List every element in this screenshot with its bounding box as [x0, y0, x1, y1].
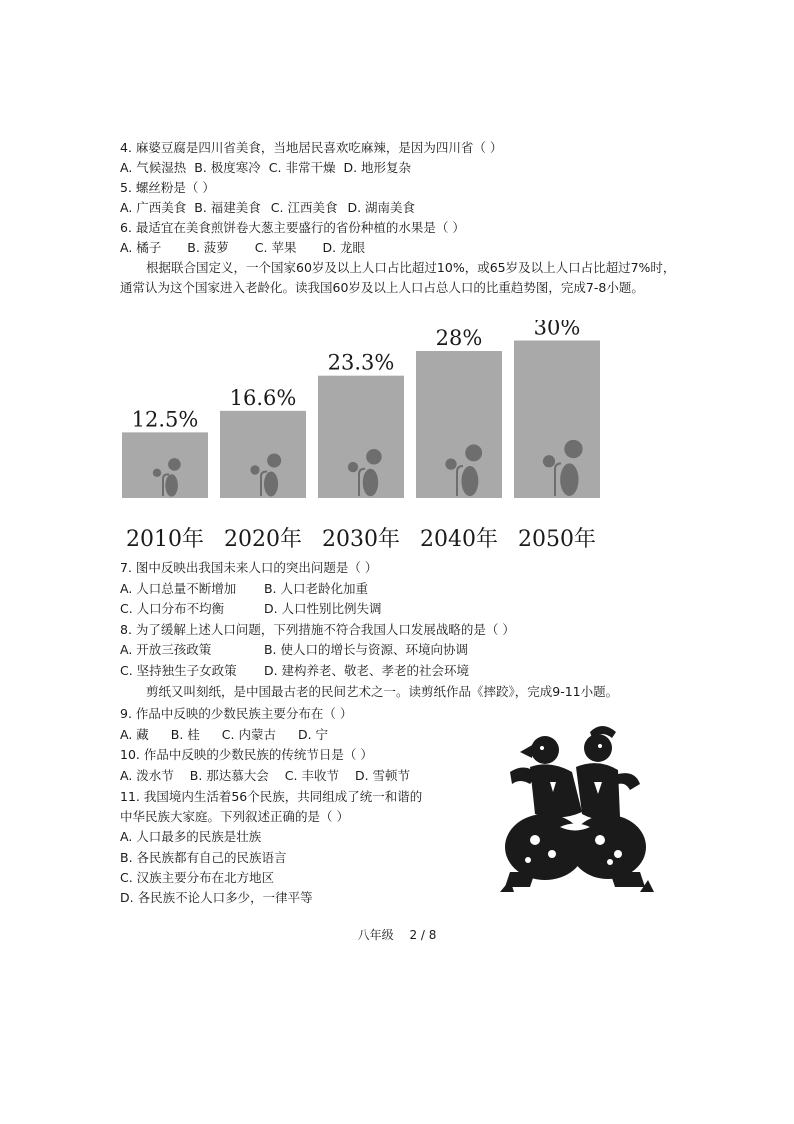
- option-10a[interactable]: A. 泼水节: [120, 768, 174, 783]
- bar-2020年: [220, 411, 306, 498]
- option-5c[interactable]: C. 江西美食: [270, 200, 338, 215]
- intro-7-8-text: 根据联合国定义，一个国家60岁及以上人口占比超过10%，或65岁及以上人口占比超过7%时，通常认为这个国家进入老龄化。读我国60岁及以上人口占总人口的比重趋势图，完成7-8小题。: [120, 260, 676, 295]
- footer-page-number: 2 / 8: [409, 928, 437, 942]
- option-10d[interactable]: D. 雪顿节: [354, 768, 411, 783]
- question-8-options-row1: [120, 642, 468, 658]
- option-10b[interactable]: B. 那达慕大会: [189, 768, 269, 783]
- option-9c[interactable]: C. 内蒙古: [221, 727, 276, 742]
- question-4-stem: 4. 麻婆豆腐是四川省美食，当地居民喜欢吃麻辣，是因为四川省（ ）: [120, 140, 503, 155]
- intro-9-11: 剪纸又叫刻纸，是中国最古老的民间艺术之一。读剪纸作品《摔跤》，完成9-11小题。: [146, 684, 619, 699]
- option-7b[interactable]: B. 人口老龄化加重: [263, 581, 369, 596]
- option-10c[interactable]: C. 丰收节: [284, 768, 339, 783]
- question-7-options-row1: [120, 581, 368, 597]
- option-5d[interactable]: D. 湖南美食: [347, 200, 416, 215]
- bar-value-label: 23.3%: [327, 350, 395, 375]
- option-4b[interactable]: B. 极度寒冷: [194, 160, 261, 175]
- intro-7-8: [120, 258, 680, 298]
- bar-value-label: 28%: [435, 326, 483, 350]
- option-11a[interactable]: A. 人口最多的民族是壮族: [120, 829, 262, 844]
- question-10-options: [120, 768, 410, 784]
- option-7c[interactable]: C. 人口分布不均衡: [120, 601, 225, 616]
- option-4d[interactable]: D. 地形复杂: [343, 160, 412, 175]
- aging-trend-chart: [110, 320, 610, 552]
- question-10-stem: 10. 作品中反映的少数民族的传统节日是（ ）: [120, 747, 373, 762]
- option-5b[interactable]: B. 福建美食: [194, 200, 261, 215]
- page-footer: [0, 926, 794, 943]
- option-11c[interactable]: C. 汉族主要分布在北方地区: [120, 870, 275, 885]
- question-8-options-row2: [120, 663, 469, 679]
- question-4-options: [120, 160, 411, 176]
- option-11d[interactable]: D. 各民族不论人口多少，一律平等: [120, 890, 313, 905]
- question-11-stem-line2: 中华民族大家庭。下列叙述正确的是（ ）: [120, 809, 349, 824]
- bar-2050年: [514, 341, 600, 499]
- bar-value-label: 30%: [533, 320, 581, 340]
- option-11b[interactable]: B. 各民族都有自己的民族语言: [120, 850, 287, 865]
- option-8a[interactable]: A. 开放三孩政策: [120, 642, 212, 657]
- option-5a[interactable]: A. 广西美食: [120, 200, 187, 215]
- option-9a[interactable]: A. 藏: [120, 727, 149, 742]
- option-8d[interactable]: D. 建构养老、敬老、孝老的社会环境: [263, 663, 470, 678]
- option-9b[interactable]: B. 桂: [170, 727, 200, 742]
- option-9d[interactable]: D. 宁: [297, 727, 329, 742]
- question-9-options: [120, 727, 328, 743]
- question-8-stem: 8. 为了缓解上述人口问题，下列措施不符合我国人口发展战略的是（ ）: [120, 622, 515, 637]
- category-label: 2040年: [420, 527, 498, 552]
- option-4c[interactable]: C. 非常干燥: [268, 160, 336, 175]
- question-6-options: [120, 240, 365, 256]
- option-7a[interactable]: A. 人口总量不断增加: [120, 581, 237, 596]
- bar-value-label: 12.5%: [131, 407, 199, 432]
- wrestling-papercut-icon: [490, 722, 660, 897]
- question-6-stem: 6. 最适宜在美食煎饼卷大葱主要盛行的省份种植的水果是（ ）: [120, 220, 465, 235]
- bar-value-label: 16.6%: [229, 385, 297, 410]
- option-4a[interactable]: A. 气候湿热: [120, 160, 187, 175]
- category-label: 2050年: [518, 527, 596, 552]
- question-11-stem-line1: 11. 我国境内生活着56个民族，共同组成了统一和谐的: [120, 789, 423, 804]
- option-6a[interactable]: A. 橘子: [120, 240, 162, 255]
- question-5-stem: 5. 螺丝粉是（ ）: [120, 180, 215, 195]
- bar-2030年: [318, 376, 404, 498]
- category-label: 2020年: [224, 527, 302, 552]
- question-7-stem: 7. 图中反映出我国未来人口的突出问题是（ ）: [120, 560, 378, 575]
- option-7d[interactable]: D. 人口性别比例失调: [263, 601, 382, 616]
- option-6b[interactable]: B. 菠萝: [187, 240, 229, 255]
- option-8b[interactable]: B. 使人口的增长与资源、环境向协调: [263, 642, 469, 657]
- option-6c[interactable]: C. 苹果: [254, 240, 297, 255]
- option-8c[interactable]: C. 坚持独生子女政策: [120, 663, 237, 678]
- option-6d[interactable]: D. 龙眼: [322, 240, 366, 255]
- category-label: 2010年: [126, 527, 204, 552]
- bar-2010年: [122, 432, 208, 498]
- question-9-stem: 9. 作品中反映的少数民族主要分布在（ ）: [120, 706, 353, 721]
- question-7-options-row2: [120, 601, 382, 617]
- category-label: 2030年: [322, 527, 400, 552]
- question-5-options: [120, 200, 415, 216]
- footer-grade: 八年级: [357, 928, 394, 942]
- bar-2040年: [416, 351, 502, 498]
